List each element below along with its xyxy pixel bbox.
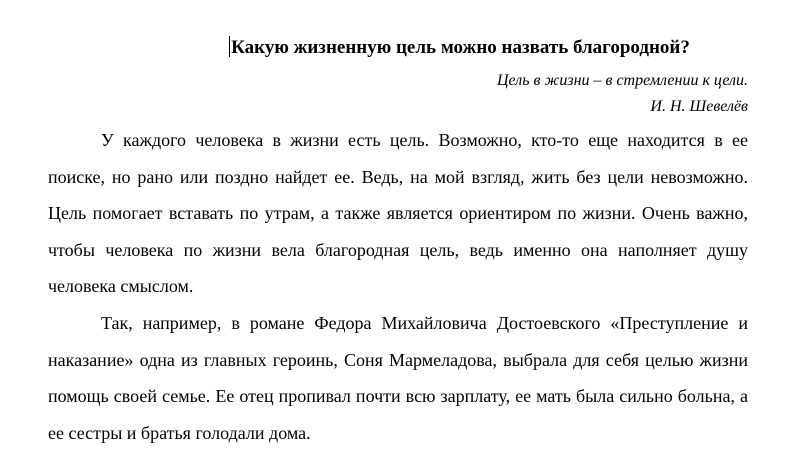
title-container bbox=[229, 34, 690, 62]
document-title: Какую жизненную цель можно назвать благородной? bbox=[231, 37, 690, 58]
epigraph-author: И. Н. Шевелёв bbox=[650, 98, 748, 115]
text-cursor bbox=[229, 36, 230, 57]
epigraph-quote: Цель в жизни – в стремлении к цели. bbox=[496, 72, 748, 89]
document-body bbox=[48, 34, 748, 451]
title-line bbox=[48, 34, 748, 62]
paragraph-2: Так, например, в романе Федора Михайловича Достоевского «Преступление и наказание» одна из главных героинь, Соня Мармеладова, выбрала для себя целью жизни помощь своей семье. Ее отец пропивал почти всю зарплату, ее мать была сильно больна, а ее сестры и братья голодали дома. bbox=[48, 312, 748, 443]
paragraph-1: У каждого человека в жизни есть цель. Возможно, кто-то еще находится в ее поиске, но рано или поздно найдет ее. Ведь, на мой взгляд, жить без цели невозможно. Цель помогает вставать по утрам, а также является ориентиром по жизни. Очень важно, чтобы человека по жизни вела благородная цель, ведь именно она наполняет душу человека смыслом. bbox=[48, 130, 748, 297]
